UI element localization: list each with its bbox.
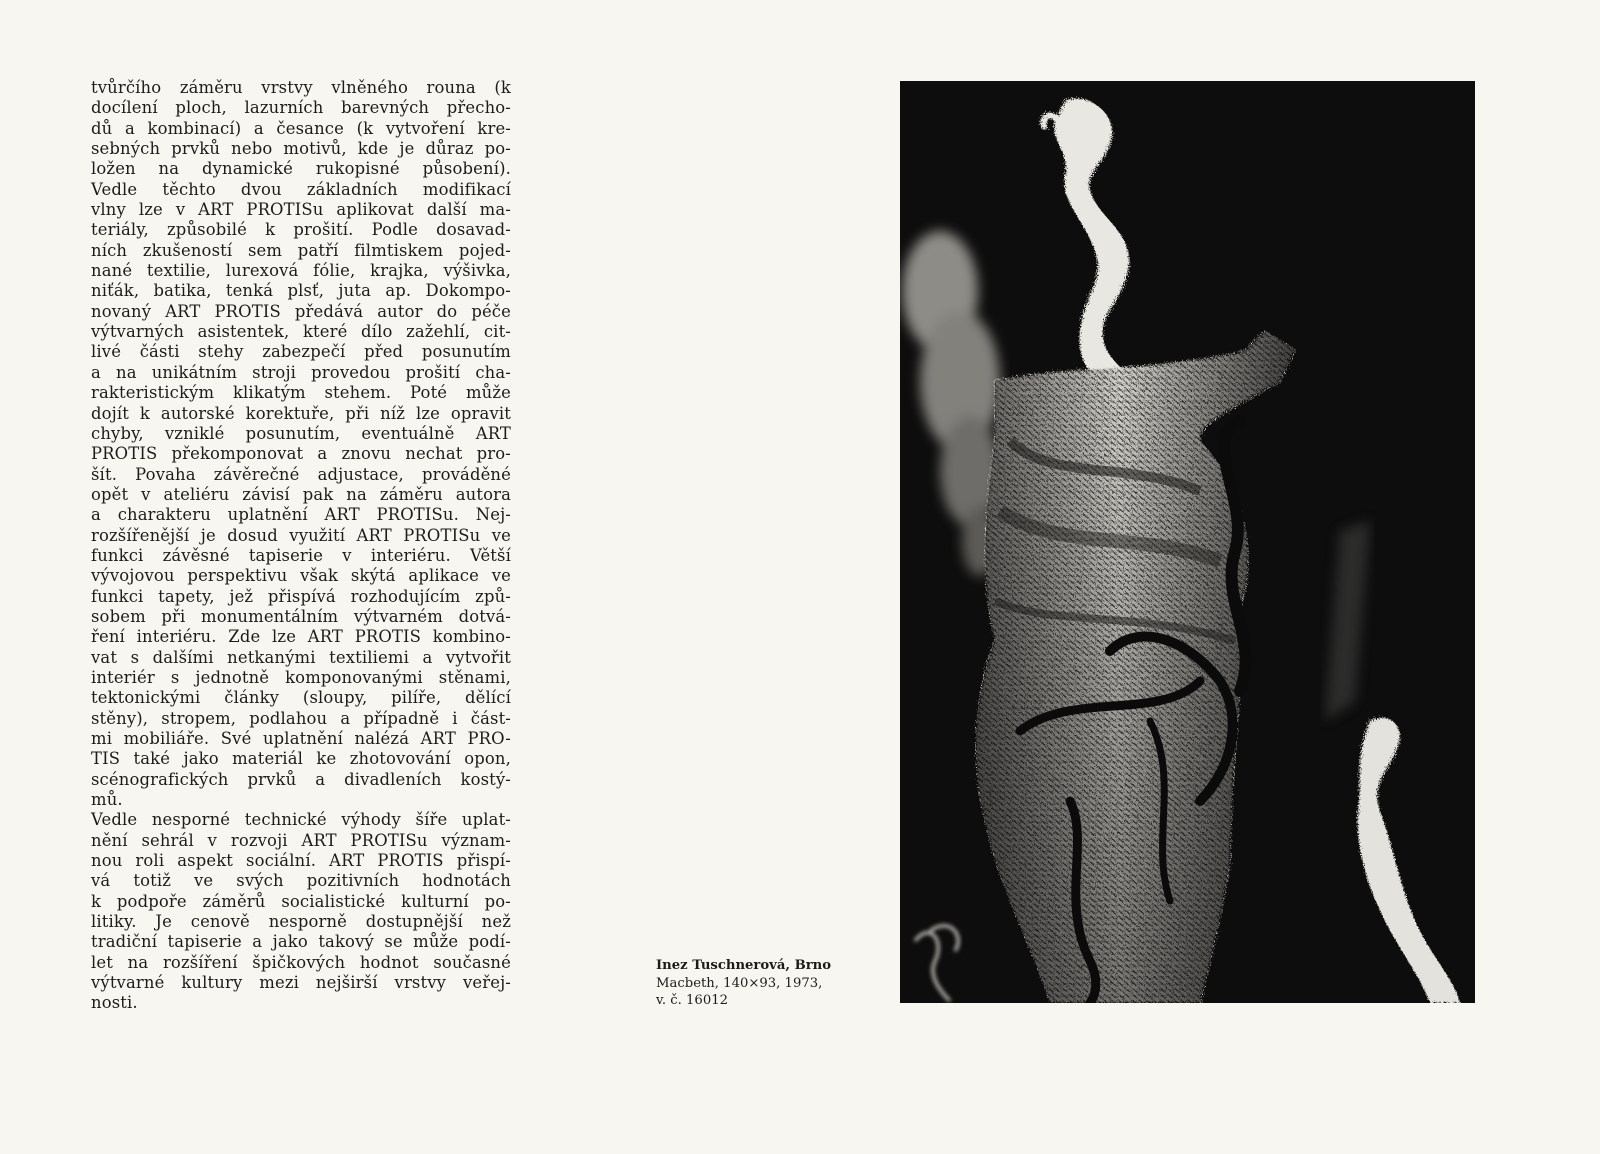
text-line: docílení ploch, lazurních barevných přecho-: [91, 98, 511, 118]
text-line: Vedle nesporné technické výhody šíře uplat-: [91, 810, 511, 830]
tapestry-image: [900, 81, 1475, 1003]
text-line: k podpoře záměrů socialistické kulturní po-: [91, 891, 511, 911]
text-line: vývojovou perspektivu však skýtá aplikace ve: [91, 566, 511, 586]
text-line: nění sehrál v rozvoji ART PROTISu význam-: [91, 830, 511, 850]
text-line: interiér s jednotně komponovanými stěnami,: [91, 667, 511, 687]
text-line: litiky. Je cenově nesporně dostupnější než: [91, 912, 511, 932]
text-line: výtvarné kultury mezi nejširší vrstvy veřej-: [91, 973, 511, 993]
text-line: nou roli aspekt sociální. ART PROTIS přispí-: [91, 851, 511, 871]
text-line: chyby, vzniklé posunutím, eventuálně ART: [91, 423, 511, 443]
text-line: funkci tapety, jež přispívá rozhodujícím způ-: [91, 586, 511, 606]
text-line: rozšířenější je dosud využití ART PROTISu ve: [91, 525, 511, 545]
artwork-caption: [656, 957, 846, 1010]
text-line: tradiční tapiserie a jako takový se může podí-: [91, 932, 511, 952]
text-line: nané textilie, lurexová fólie, krajka, výšivka,: [91, 261, 511, 281]
text-line: livé části stehy zabezpečí před posunutím: [91, 342, 511, 362]
text-line: a na unikátním stroji provedou prošití cha-: [91, 362, 511, 382]
caption-artist: Inez Tuschnerová, Brno: [656, 958, 832, 973]
caption-inventory-number: v. č. 16012: [656, 993, 728, 1008]
text-line: nosti.: [91, 993, 138, 1013]
artwork-photo: [900, 81, 1475, 1003]
text-line: TIS také jako materiál ke zhotovování opon,: [91, 749, 511, 769]
text-line: novaný ART PROTIS předává autor do péče: [91, 301, 511, 321]
text-line: výtvarných asistentek, které dílo zažehlí, cit-: [91, 322, 511, 342]
text-line: sobem při monumentálním výtvarném dotvá-: [91, 606, 511, 626]
text-line: vlny lze v ART PROTISu aplikovat další ma-: [91, 200, 511, 220]
text-line: mů.: [91, 790, 123, 810]
text-line: teriály, způsobilé k prošití. Podle dosavad-: [91, 220, 511, 240]
text-line: PROTIS překomponovat a znovu nechat pro-: [91, 444, 511, 464]
caption-work: Macbeth, 140×93, 1973,: [656, 975, 823, 991]
text-line: let na rozšíření špičkových hodnot současné: [91, 952, 511, 972]
text-line: ření interiéru. Zde lze ART PROTIS kombino-: [91, 627, 511, 647]
text-line: ních zkušeností sem patří filmtiskem pojed-: [91, 240, 511, 260]
text-line: vá totiž ve svých pozitivních hodnotách: [91, 871, 511, 891]
text-line: stěny), stropem, podlahou a případně i část-: [91, 708, 511, 728]
text-line: rakteristickým klikatým stehem. Poté může: [91, 383, 511, 403]
text-line: dojít k autorské korektuře, při níž lze opravit: [91, 403, 511, 423]
text-line: tektonickými články (sloupy, pilíře, dělící: [91, 688, 511, 708]
article-text: [91, 78, 511, 1014]
text-line: tvůrčího záměru vrstvy vlněného rouna (k: [91, 78, 511, 97]
text-line: a charakteru uplatnění ART PROTISu. Nej-: [91, 505, 511, 525]
text-line: niťák, batika, tenká plsť, juta ap. Dokompo-: [91, 281, 511, 301]
text-line: scénografických prvků a divadleních kostý-: [91, 769, 511, 789]
text-line: šít. Povaha závěrečné adjustace, prováděné: [91, 464, 511, 484]
text-line: sebných prvků nebo motivů, kde je důraz po-: [91, 139, 511, 159]
text-line: ložen na dynamické rukopisné působení).: [91, 159, 511, 179]
text-line: mi mobiliáře. Své uplatnění nalézá ART PRO-: [91, 729, 511, 748]
text-line: Vedle těchto dvou základních modifikací: [91, 179, 511, 199]
text-line: vat s dalšími netkanými textiliemi a vytvořit: [91, 647, 511, 667]
text-line: funkci závěsné tapiserie v interiéru. Větší: [91, 545, 511, 565]
text-line: dů a kombinací) a česance (k vytvoření kre-: [91, 118, 511, 138]
text-line: opět v ateliéru závisí pak na záměru autora: [91, 484, 511, 504]
